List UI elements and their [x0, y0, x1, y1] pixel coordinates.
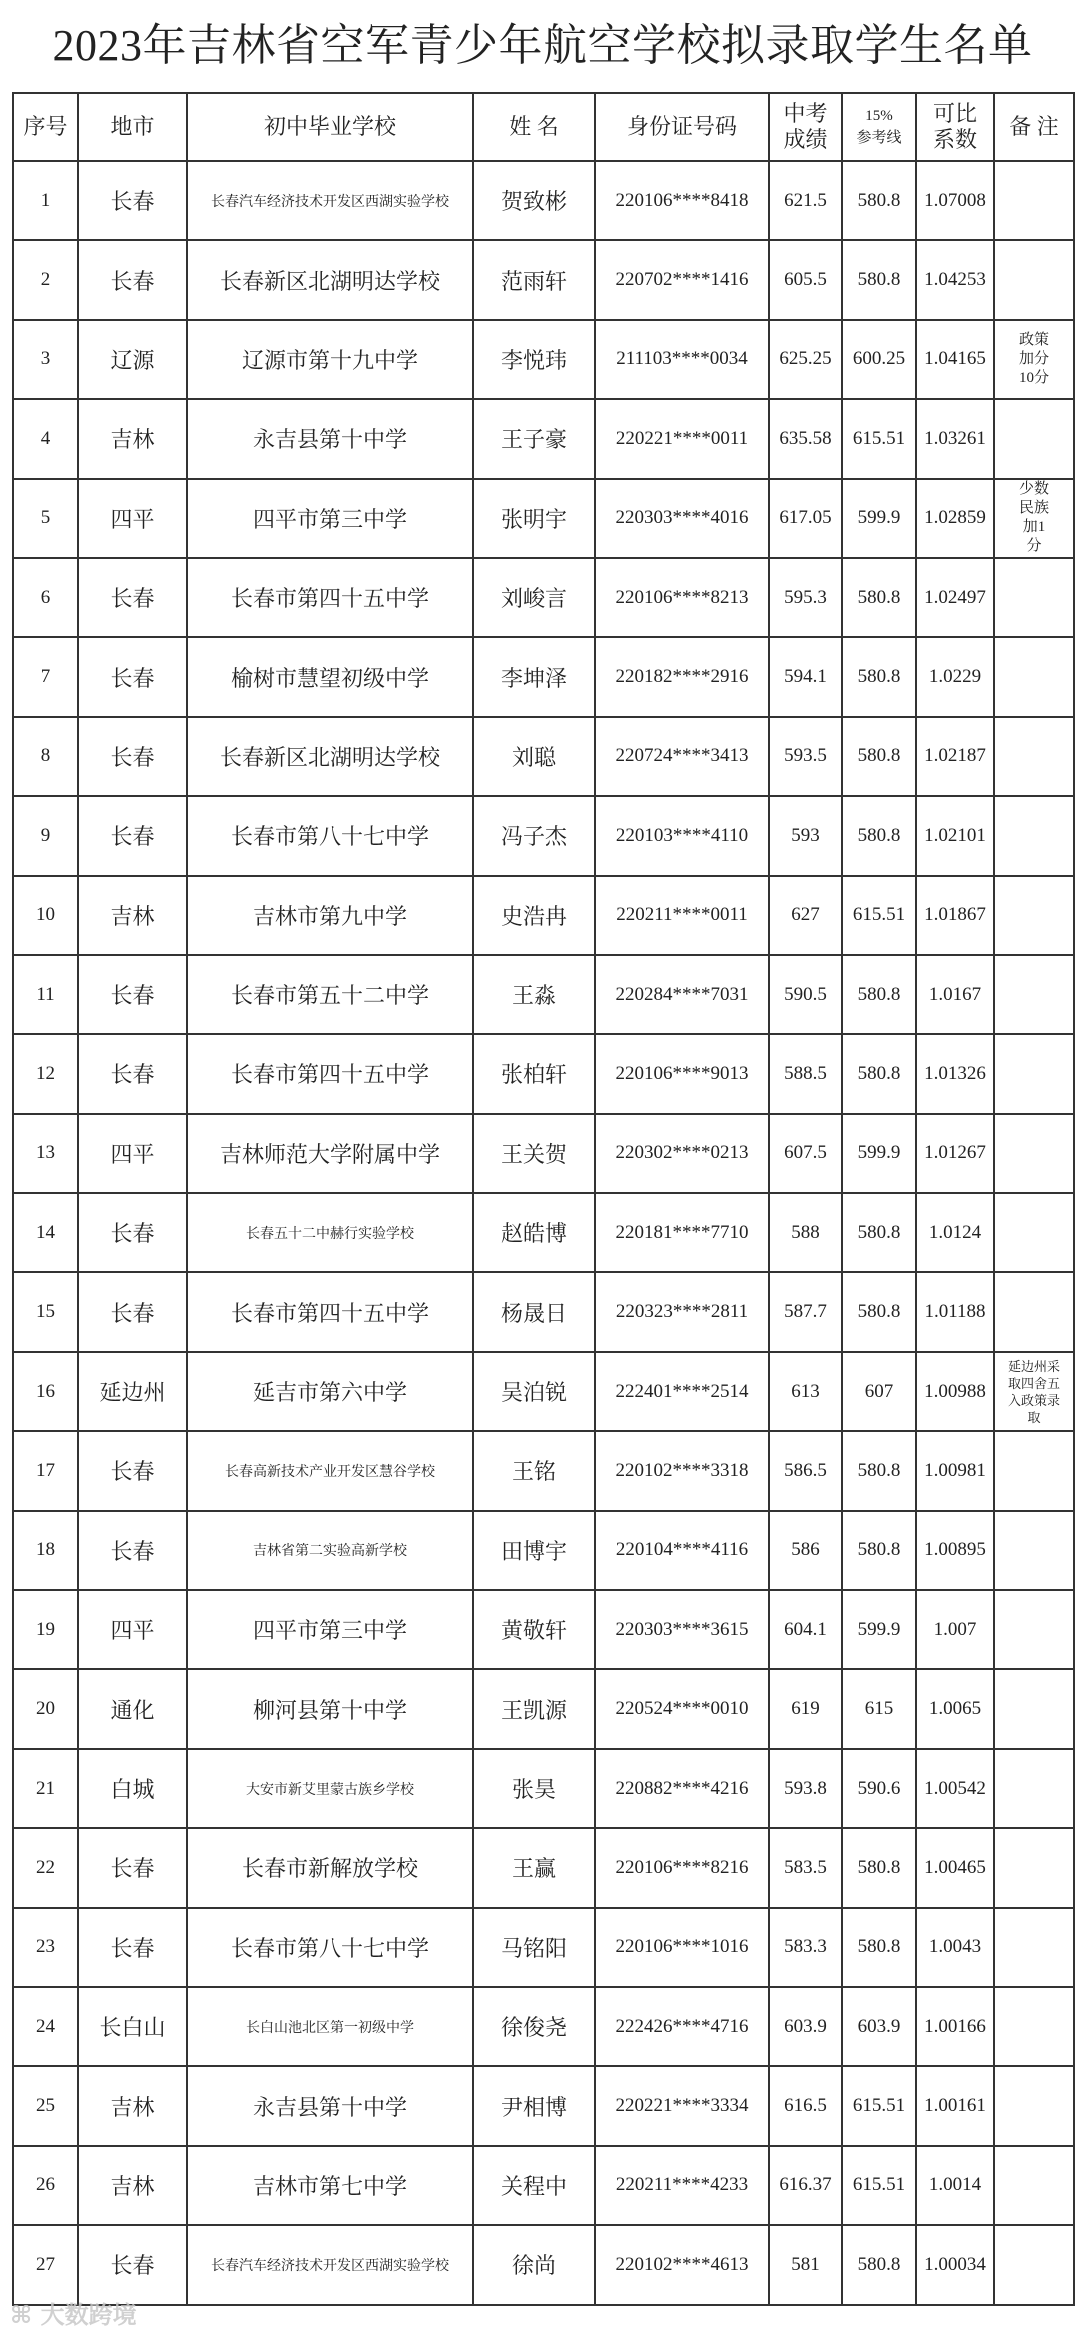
- cell-line: 580.8: [842, 161, 916, 240]
- cell-city: 白城: [78, 1749, 187, 1828]
- cell-line: 580.8: [842, 1034, 916, 1113]
- cell-city: 长春: [78, 240, 187, 319]
- cell-seq: 13: [13, 1114, 78, 1193]
- cell-coef: 1.04165: [916, 320, 994, 399]
- cell-school: 吉林省第二实验高新学校: [187, 1511, 473, 1590]
- cell-id: 222401****2514: [595, 1352, 769, 1431]
- header-coef-line1: 可比: [932, 101, 977, 126]
- cell-school: 长春汽车经济技术开发区西湖实验学校: [187, 161, 473, 240]
- cell-seq: 3: [13, 320, 78, 399]
- cell-school: 长春市新解放学校: [187, 1828, 473, 1907]
- cell-line: 580.8: [842, 1511, 916, 1590]
- cell-note: [994, 876, 1074, 955]
- cell-coef: 1.00895: [916, 1511, 994, 1590]
- cell-score: 607.5: [769, 1114, 842, 1193]
- cell-line: 600.25: [842, 320, 916, 399]
- note-text: 少数民族加1分: [1018, 481, 1049, 555]
- cell-school: 延吉市第六中学: [187, 1352, 473, 1431]
- table-row: [13, 2066, 1074, 2145]
- table-row: [13, 1431, 1074, 1510]
- cell-note: [994, 1272, 1074, 1351]
- cell-school: 长春市第八十七中学: [187, 1908, 473, 1987]
- cell-name: 史浩冉: [473, 876, 595, 955]
- cell-coef: 1.04253: [916, 240, 994, 319]
- cell-line: 590.6: [842, 1749, 916, 1828]
- table-row: [13, 637, 1074, 716]
- cell-name: 李坤泽: [473, 637, 595, 716]
- cell-city: 通化: [78, 1669, 187, 1748]
- cell-name: 马铭阳: [473, 1908, 595, 1987]
- cell-id: 220182****2916: [595, 637, 769, 716]
- table-row: [13, 1749, 1074, 1828]
- note-text: 政策加分10分: [1018, 331, 1049, 386]
- cell-name: 尹相博: [473, 2066, 595, 2145]
- table-row: [13, 320, 1074, 399]
- cell-seq: 10: [13, 876, 78, 955]
- cell-id: 211103****0034: [595, 320, 769, 399]
- cell-coef: 1.00981: [916, 1431, 994, 1510]
- cell-seq: 12: [13, 1034, 78, 1113]
- cell-city: 吉林: [78, 399, 187, 478]
- cell-school: 长春市第四十五中学: [187, 1034, 473, 1113]
- cell-note: [994, 558, 1074, 637]
- cell-seq: 26: [13, 2146, 78, 2225]
- cell-coef: 1.02187: [916, 717, 994, 796]
- cell-note: [994, 955, 1074, 1034]
- cell-score: 588.5: [769, 1034, 842, 1113]
- cell-score: 605.5: [769, 240, 842, 319]
- cell-city: 长春: [78, 637, 187, 716]
- cell-note: [994, 320, 1074, 399]
- table-row: [13, 1828, 1074, 1907]
- table-row: [13, 1908, 1074, 1987]
- cell-city: 长春: [78, 955, 187, 1034]
- cell-seq: 7: [13, 637, 78, 716]
- cell-line: 599.9: [842, 1590, 916, 1669]
- cell-score: 593: [769, 796, 842, 875]
- table-row: [13, 1272, 1074, 1351]
- cell-coef: 1.02497: [916, 558, 994, 637]
- cell-city: 吉林: [78, 2146, 187, 2225]
- table-row: [13, 2225, 1074, 2304]
- cell-school: 四平市第三中学: [187, 1590, 473, 1669]
- cell-name: 刘峻言: [473, 558, 595, 637]
- cell-coef: 1.02101: [916, 796, 994, 875]
- header-id: 身份证号码: [595, 93, 769, 161]
- cell-id: 220303****3615: [595, 1590, 769, 1669]
- header-score-line2: 成绩: [783, 127, 828, 152]
- cell-coef: 1.07008: [916, 161, 994, 240]
- cell-city: 吉林: [78, 2066, 187, 2145]
- cell-note: [994, 240, 1074, 319]
- cell-seq: 16: [13, 1352, 78, 1431]
- cell-score: 593.5: [769, 717, 842, 796]
- cell-school: 长春汽车经济技术开发区西湖实验学校: [187, 2225, 473, 2304]
- cell-note: [994, 399, 1074, 478]
- cell-seq: 23: [13, 1908, 78, 1987]
- cell-id: 220702****1416: [595, 240, 769, 319]
- watermark-text: 大数跨境: [40, 2301, 137, 2329]
- cell-id: 220106****1016: [595, 1908, 769, 1987]
- page-title: 2023年吉林省空军青少年航空学校拟录取学生名单: [52, 21, 1033, 70]
- table-row: [13, 558, 1074, 637]
- cell-name: 张柏轩: [473, 1034, 595, 1113]
- header-line: [842, 93, 916, 161]
- cell-seq: 25: [13, 2066, 78, 2145]
- cell-city: 长春: [78, 1431, 187, 1510]
- cell-note: [994, 717, 1074, 796]
- table-row: [13, 1193, 1074, 1272]
- cell-score: 617.05: [769, 479, 842, 558]
- cell-seq: 17: [13, 1431, 78, 1510]
- cell-coef: 1.01867: [916, 876, 994, 955]
- table-row: [13, 1590, 1074, 1669]
- cell-line: 615: [842, 1669, 916, 1748]
- cell-city: 四平: [78, 1114, 187, 1193]
- cell-note: [994, 2066, 1074, 2145]
- table-row: [13, 1511, 1074, 1590]
- cell-city: 延边州: [78, 1352, 187, 1431]
- cell-line: 580.8: [842, 717, 916, 796]
- cell-name: 王铭: [473, 1431, 595, 1510]
- table-row: [13, 399, 1074, 478]
- cell-school: 柳河县第十中学: [187, 1669, 473, 1748]
- cell-name: 刘聪: [473, 717, 595, 796]
- cell-coef: 1.03261: [916, 399, 994, 478]
- cell-score: 635.58: [769, 399, 842, 478]
- cell-school: 长白山池北区第一初级中学: [187, 1987, 473, 2066]
- cell-id: 220106****9013: [595, 1034, 769, 1113]
- cell-score: 627: [769, 876, 842, 955]
- cell-city: 长春: [78, 2225, 187, 2304]
- cell-seq: 5: [13, 479, 78, 558]
- cell-score: 603.9: [769, 1987, 842, 2066]
- cell-score: 583.3: [769, 1908, 842, 1987]
- cell-note: [994, 1431, 1074, 1510]
- cell-note: [994, 1987, 1074, 2066]
- cell-note: [994, 161, 1074, 240]
- cell-score: 590.5: [769, 955, 842, 1034]
- cell-line: 580.8: [842, 637, 916, 716]
- cell-line: 615.51: [842, 2146, 916, 2225]
- cell-line: 580.8: [842, 1272, 916, 1351]
- cell-id: 220303****4016: [595, 479, 769, 558]
- cell-line: 580.8: [842, 240, 916, 319]
- cell-line: 599.9: [842, 1114, 916, 1193]
- cell-line: 580.8: [842, 1828, 916, 1907]
- cell-city: 长春: [78, 1908, 187, 1987]
- cell-line: 580.8: [842, 1193, 916, 1272]
- cell-coef: 1.00988: [916, 1352, 994, 1431]
- cell-school: 长春新区北湖明达学校: [187, 717, 473, 796]
- header-coef: [916, 93, 994, 161]
- admission-table: [12, 92, 1075, 2306]
- table-row: [13, 1669, 1074, 1748]
- cell-city: 长春: [78, 717, 187, 796]
- cell-school: 长春高新技术产业开发区慧谷学校: [187, 1431, 473, 1510]
- cell-note: [994, 1034, 1074, 1113]
- cell-note: [994, 1908, 1074, 1987]
- cell-id: 220181****7710: [595, 1193, 769, 1272]
- table-row: [13, 1114, 1074, 1193]
- cell-score: 613: [769, 1352, 842, 1431]
- cell-school: 长春市第四十五中学: [187, 1272, 473, 1351]
- cell-seq: 27: [13, 2225, 78, 2304]
- cell-city: 长春: [78, 1828, 187, 1907]
- cell-score: 619: [769, 1669, 842, 1748]
- cell-school: 长春市第四十五中学: [187, 558, 473, 637]
- cell-seq: 20: [13, 1669, 78, 1748]
- cell-name: 冯子杰: [473, 796, 595, 875]
- cell-seq: 8: [13, 717, 78, 796]
- cell-coef: 1.0167: [916, 955, 994, 1034]
- cell-note: [994, 2225, 1074, 2304]
- cell-id: 220882****4216: [595, 1749, 769, 1828]
- cell-school: 长春五十二中赫行实验学校: [187, 1193, 473, 1272]
- cell-line: 580.8: [842, 1431, 916, 1510]
- cell-note: [994, 1511, 1074, 1590]
- cell-score: 616.5: [769, 2066, 842, 2145]
- cell-id: 220211****0011: [595, 876, 769, 955]
- cell-school: 吉林市第九中学: [187, 876, 473, 955]
- cell-line: 615.51: [842, 2066, 916, 2145]
- header-line-line1: 15%: [865, 108, 893, 124]
- cell-city: 长春: [78, 161, 187, 240]
- cell-coef: 1.00166: [916, 1987, 994, 2066]
- cell-seq: 21: [13, 1749, 78, 1828]
- table-row: [13, 876, 1074, 955]
- cell-seq: 18: [13, 1511, 78, 1590]
- cell-id: 220102****4613: [595, 2225, 769, 2304]
- cell-city: 四平: [78, 479, 187, 558]
- cell-note: [994, 1193, 1074, 1272]
- cell-line: 615.51: [842, 399, 916, 478]
- cell-id: 220102****3318: [595, 1431, 769, 1510]
- cell-note: [994, 1114, 1074, 1193]
- cell-coef: 1.0124: [916, 1193, 994, 1272]
- table-header-row: [13, 93, 1074, 161]
- cell-name: 徐俊尧: [473, 1987, 595, 2066]
- cell-city: 长春: [78, 1272, 187, 1351]
- table-row: [13, 1352, 1074, 1431]
- cell-name: 王赢: [473, 1828, 595, 1907]
- table-row: [13, 1987, 1074, 2066]
- cell-school: 榆树市慧望初级中学: [187, 637, 473, 716]
- cell-id: 220524****0010: [595, 1669, 769, 1748]
- cell-name: 赵皓博: [473, 1193, 595, 1272]
- header-line-line2: 参考线: [856, 130, 902, 146]
- cell-name: 李悦玮: [473, 320, 595, 399]
- cell-seq: 14: [13, 1193, 78, 1272]
- cell-city: 四平: [78, 1590, 187, 1669]
- header-score-line1: 中考: [783, 101, 828, 126]
- cell-city: 长春: [78, 1511, 187, 1590]
- cell-note: [994, 1352, 1074, 1431]
- cell-score: 593.8: [769, 1749, 842, 1828]
- cell-city: 长春: [78, 1193, 187, 1272]
- cell-coef: 1.0043: [916, 1908, 994, 1987]
- cell-seq: 19: [13, 1590, 78, 1669]
- cell-name: 关程中: [473, 2146, 595, 2225]
- cell-score: 583.5: [769, 1828, 842, 1907]
- cell-note: [994, 2146, 1074, 2225]
- cell-line: 615.51: [842, 876, 916, 955]
- cell-score: 594.1: [769, 637, 842, 716]
- cell-seq: 6: [13, 558, 78, 637]
- cell-name: 王关贺: [473, 1114, 595, 1193]
- cell-note: [994, 1749, 1074, 1828]
- cell-coef: 1.00542: [916, 1749, 994, 1828]
- cell-score: 625.25: [769, 320, 842, 399]
- table-row: [13, 955, 1074, 1034]
- cell-id: 222426****4716: [595, 1987, 769, 2066]
- cell-score: 586: [769, 1511, 842, 1590]
- cell-school: 永吉县第十中学: [187, 399, 473, 478]
- cell-score: 587.7: [769, 1272, 842, 1351]
- cell-school: 长春市第五十二中学: [187, 955, 473, 1034]
- cell-id: 220724****3413: [595, 717, 769, 796]
- cell-city: 长春: [78, 796, 187, 875]
- cell-school: 大安市新艾里蒙古族乡学校: [187, 1749, 473, 1828]
- cell-seq: 4: [13, 399, 78, 478]
- table-row: [13, 796, 1074, 875]
- table-row: [13, 1034, 1074, 1113]
- cell-city: 长白山: [78, 1987, 187, 2066]
- cell-city: 辽源: [78, 320, 187, 399]
- cell-id: 220221****0011: [595, 399, 769, 478]
- cell-score: 621.5: [769, 161, 842, 240]
- cell-note: [994, 1828, 1074, 1907]
- cell-name: 王凯源: [473, 1669, 595, 1748]
- cell-id: 220302****0213: [595, 1114, 769, 1193]
- cell-city: 长春: [78, 558, 187, 637]
- cell-coef: 1.007: [916, 1590, 994, 1669]
- cell-coef: 1.00034: [916, 2225, 994, 2304]
- cell-school: 永吉县第十中学: [187, 2066, 473, 2145]
- watermark-logo: ⌘ 大数跨境: [10, 2301, 137, 2329]
- header-school: 初中毕业学校: [187, 93, 473, 161]
- cell-id: 220106****8216: [595, 1828, 769, 1907]
- cell-note: [994, 1669, 1074, 1748]
- cell-seq: 15: [13, 1272, 78, 1351]
- cell-school: 长春市第八十七中学: [187, 796, 473, 875]
- cell-id: 220211****4233: [595, 2146, 769, 2225]
- cell-note: [994, 637, 1074, 716]
- cell-name: 田博宇: [473, 1511, 595, 1590]
- cell-line: 580.8: [842, 558, 916, 637]
- cell-name: 黄敬轩: [473, 1590, 595, 1669]
- cell-line: 599.9: [842, 479, 916, 558]
- cell-coef: 1.00161: [916, 2066, 994, 2145]
- cell-id: 220104****4116: [595, 1511, 769, 1590]
- cell-coef: 1.00465: [916, 1828, 994, 1907]
- cell-coef: 1.01326: [916, 1034, 994, 1113]
- cell-name: 范雨轩: [473, 240, 595, 319]
- cell-seq: 2: [13, 240, 78, 319]
- cell-city: 长春: [78, 1034, 187, 1113]
- header-coef-line2: 系数: [932, 127, 977, 152]
- cell-line: 580.8: [842, 796, 916, 875]
- cell-school: 吉林市第七中学: [187, 2146, 473, 2225]
- cell-name: 吴泊锐: [473, 1352, 595, 1431]
- cell-name: 贺致彬: [473, 161, 595, 240]
- cell-name: 张明宇: [473, 479, 595, 558]
- cell-id: 220323****2811: [595, 1272, 769, 1351]
- cell-seq: 22: [13, 1828, 78, 1907]
- cell-line: 580.8: [842, 1908, 916, 1987]
- cell-score: 588: [769, 1193, 842, 1272]
- cell-coef: 1.0065: [916, 1669, 994, 1748]
- header-note: 备 注: [994, 93, 1074, 161]
- cell-id: 220106****8213: [595, 558, 769, 637]
- cell-id: 220221****3334: [595, 2066, 769, 2145]
- cell-city: 吉林: [78, 876, 187, 955]
- table-row: [13, 2146, 1074, 2225]
- cell-school: 吉林师范大学附属中学: [187, 1114, 473, 1193]
- cell-name: 杨晟日: [473, 1272, 595, 1351]
- cell-school: 长春新区北湖明达学校: [187, 240, 473, 319]
- cell-line: 580.8: [842, 2225, 916, 2304]
- cell-name: 王淼: [473, 955, 595, 1034]
- cell-id: 220106****8418: [595, 161, 769, 240]
- cell-school: 四平市第三中学: [187, 479, 473, 558]
- note-text: 延边州采取四舍五入政策录取: [1007, 1358, 1060, 1425]
- cell-score: 604.1: [769, 1590, 842, 1669]
- cell-score: 586.5: [769, 1431, 842, 1510]
- cell-school: 辽源市第十九中学: [187, 320, 473, 399]
- cell-seq: 24: [13, 1987, 78, 2066]
- cell-coef: 1.02859: [916, 479, 994, 558]
- cell-name: 徐尚: [473, 2225, 595, 2304]
- cell-seq: 9: [13, 796, 78, 875]
- table-row: [13, 161, 1074, 240]
- cell-coef: 1.01267: [916, 1114, 994, 1193]
- cell-line: 580.8: [842, 955, 916, 1034]
- table-row: [13, 479, 1074, 558]
- cell-score: 581: [769, 2225, 842, 2304]
- cell-coef: 1.0014: [916, 2146, 994, 2225]
- cell-name: 张昊: [473, 1749, 595, 1828]
- cell-line: 607: [842, 1352, 916, 1431]
- cell-note: [994, 1590, 1074, 1669]
- cell-seq: 11: [13, 955, 78, 1034]
- table-row: [13, 717, 1074, 796]
- cell-id: 220284****7031: [595, 955, 769, 1034]
- header-seq: 序号: [13, 93, 78, 161]
- cell-coef: 1.0229: [916, 637, 994, 716]
- cell-note: [994, 479, 1074, 558]
- cell-name: 王子豪: [473, 399, 595, 478]
- cell-note: [994, 796, 1074, 875]
- cell-score: 616.37: [769, 2146, 842, 2225]
- cell-id: 220103****4110: [595, 796, 769, 875]
- header-city: 地市: [78, 93, 187, 161]
- cell-score: 595.3: [769, 558, 842, 637]
- table-row: [13, 240, 1074, 319]
- header-name: 姓 名: [473, 93, 595, 161]
- cell-seq: 1: [13, 161, 78, 240]
- cell-line: 603.9: [842, 1987, 916, 2066]
- header-score: [769, 93, 842, 161]
- cell-coef: 1.01188: [916, 1272, 994, 1351]
